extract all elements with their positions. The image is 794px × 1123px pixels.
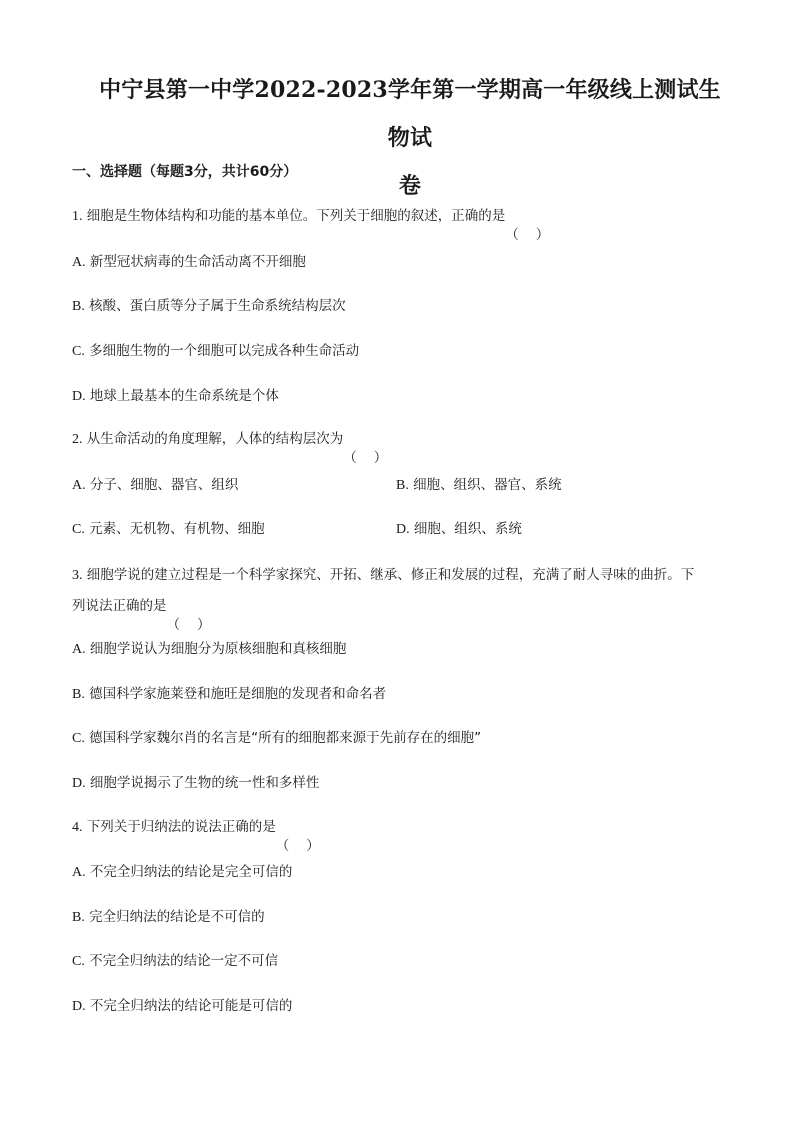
option-4a bbox=[72, 862, 292, 883]
option-text: 细胞、组织、系统 bbox=[413, 521, 522, 537]
question-text: 下列关于归纳法的说法正确的是 bbox=[86, 819, 276, 835]
option-letter: B. bbox=[396, 478, 409, 493]
option-text: 细胞学说揭示了生物的统一性和多样性 bbox=[89, 775, 320, 791]
question-text: 从生命活动的角度理解，人体的结构层次为 bbox=[86, 431, 344, 447]
option-3d bbox=[72, 773, 319, 794]
option-text: 地球上最基本的生命系统是个体 bbox=[89, 388, 279, 404]
option-letter: A. bbox=[72, 642, 86, 657]
option-text: 新型冠状病毒的生命活动离不开细胞 bbox=[89, 254, 306, 270]
option-2c bbox=[72, 519, 265, 540]
option-text: 德国科学家魏尔肖的名言是“所有的细胞都来源于先前存在的细胞” bbox=[89, 730, 482, 746]
option-text: 元素、无机物、有机物、细胞 bbox=[89, 521, 265, 537]
exam-title-line1: 中宁县第一中学2022-2023学年第一学期高一年级线上测试生物试 bbox=[99, 77, 721, 151]
option-3c bbox=[72, 728, 481, 749]
option-1c bbox=[72, 341, 359, 362]
option-letter: D. bbox=[72, 999, 86, 1014]
option-letter: B. bbox=[72, 687, 85, 702]
question-number: 1. bbox=[72, 209, 83, 224]
option-1a bbox=[72, 252, 306, 273]
option-4d bbox=[72, 996, 292, 1017]
option-3b bbox=[72, 684, 386, 705]
question-number: 2. bbox=[72, 432, 83, 447]
option-text: 核酸、蛋白质等分子属于生命系统结构层次 bbox=[89, 298, 346, 314]
option-letter: D. bbox=[72, 776, 86, 791]
option-letter: C. bbox=[72, 522, 85, 537]
question-text-line2: 列说法正确的是 bbox=[72, 598, 167, 614]
option-text: 细胞、组织、器官、系统 bbox=[413, 477, 562, 493]
option-text: 多细胞生物的一个细胞可以完成各种生命活动 bbox=[89, 343, 360, 359]
option-letter: D. bbox=[396, 522, 410, 537]
option-letter: C. bbox=[72, 954, 85, 969]
question-text: 细胞是生物体结构和功能的基本单位。下列关于细胞的叙述，正确的是 bbox=[86, 208, 506, 224]
option-letter: A. bbox=[72, 478, 86, 493]
option-4b bbox=[72, 907, 265, 928]
option-letter: A. bbox=[72, 865, 86, 880]
option-2d bbox=[396, 519, 522, 540]
option-letter: B. bbox=[72, 910, 85, 925]
question-number: 3. bbox=[72, 568, 83, 583]
option-1d bbox=[72, 386, 279, 407]
option-3a bbox=[72, 639, 346, 660]
question-2-stem bbox=[72, 424, 722, 455]
question-number: 4. bbox=[72, 820, 83, 835]
question-1-stem bbox=[72, 201, 722, 232]
option-text: 不完全归纳法的结论可能是可信的 bbox=[89, 998, 293, 1014]
option-4c bbox=[72, 951, 278, 972]
option-text: 细胞学说认为细胞分为原核细胞和真核细胞 bbox=[89, 641, 347, 657]
option-2a bbox=[72, 475, 238, 496]
option-text: 分子、细胞、器官、组织 bbox=[89, 477, 239, 493]
option-text: 不完全归纳法的结论一定不可信 bbox=[89, 953, 279, 969]
option-text: 德国科学家施莱登和施旺是细胞的发现者和命名者 bbox=[89, 686, 387, 702]
option-letter: B. bbox=[72, 299, 85, 314]
option-text: 不完全归纳法的结论是完全可信的 bbox=[89, 864, 293, 880]
option-letter: A. bbox=[72, 255, 86, 270]
option-letter: C. bbox=[72, 731, 85, 746]
exam-title bbox=[95, 66, 725, 210]
option-letter: C. bbox=[72, 344, 85, 359]
question-4-stem bbox=[72, 812, 722, 843]
option-letter: D. bbox=[72, 389, 86, 404]
option-2b bbox=[396, 475, 562, 496]
section-heading: 一、选择题（每题3分，共计60分） bbox=[72, 164, 298, 180]
option-1b bbox=[72, 296, 346, 317]
question-text-line1: 细胞学说的建立过程是一个科学家探究、开拓、继承、修正和发展的过程，充满了耐人寻味的曲折。下 bbox=[86, 567, 695, 583]
question-3-stem bbox=[72, 560, 722, 621]
option-text: 完全归纳法的结论是不可信的 bbox=[89, 909, 265, 925]
exam-title-line2: 卷 bbox=[398, 173, 422, 199]
